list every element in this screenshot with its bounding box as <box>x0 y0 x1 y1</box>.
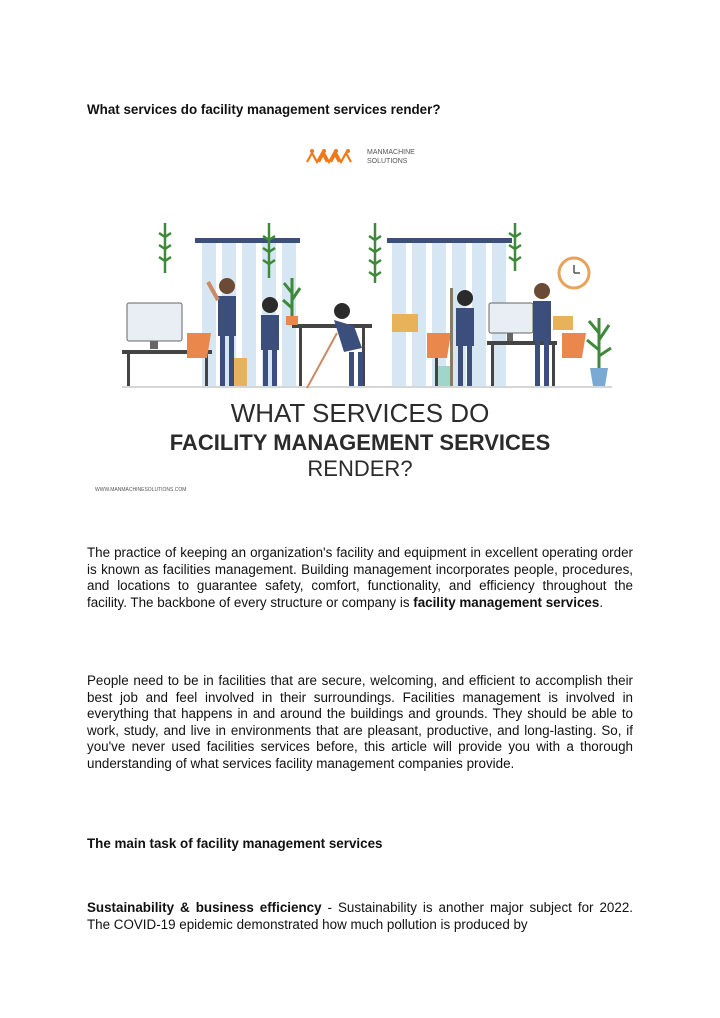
paragraph-intro-text: The practice of keeping an organization's facility and equipment in excellent operating order is known as facilities management. Building management incorporates people, procedures, and locations to guarantee safety, comfort, functionality, and efficiency throughout the facility. The backbone of every structure or company is <box>87 545 633 610</box>
company-logo <box>307 149 415 165</box>
staff-member-5 <box>533 283 586 386</box>
illustration-title-line-3: RENDER? <box>307 456 413 481</box>
paragraph-sustainability <box>87 900 633 933</box>
paragraph-intro-bold: facility management services <box>413 594 600 610</box>
paragraph-intro-end: . <box>599 594 604 610</box>
paragraph-sustainability-bold: Sustainability & business efficiency <box>87 900 322 915</box>
section-heading: The main task of facility management services <box>87 836 383 851</box>
paragraph-sustainability-text: - Sustainability is another major subject for 2022. The COVID-19 epidemic demonstrated how much pollution is produced by <box>87 900 633 932</box>
clock-icon <box>559 258 589 288</box>
illustration-title-line-1: WHAT SERVICES DO <box>230 398 490 428</box>
paragraph-intro <box>87 545 633 611</box>
paragraph-people: People need to be in facilities that are secure, welcoming, and efficient to accomplish their best job and feel involved in their surroundings. Facilities management is involved in everything that happens in and around the buildings and grounds. They should be able to work, study, and live in environments that are pleasant, productive, and long-lasting. So, if you've never used facilities services before, this article will provide you with a thorough understanding of what services facility management companies provide. <box>87 673 633 771</box>
main-heading: What services do facility management services render? <box>87 102 441 117</box>
ceiling-rails <box>195 238 512 243</box>
logo-line-2: SOLUTIONS <box>367 158 408 165</box>
logo-line-1: MANMACHINE <box>367 149 415 156</box>
floor-line <box>122 386 612 388</box>
article-illustration <box>87 128 633 498</box>
illustration-title-line-2: FACILITY MANAGEMENT SERVICES <box>169 430 551 455</box>
potted-plant <box>587 318 611 386</box>
website-caption: WWW.MANMACHINESOLUTIONS.COM <box>95 487 187 493</box>
